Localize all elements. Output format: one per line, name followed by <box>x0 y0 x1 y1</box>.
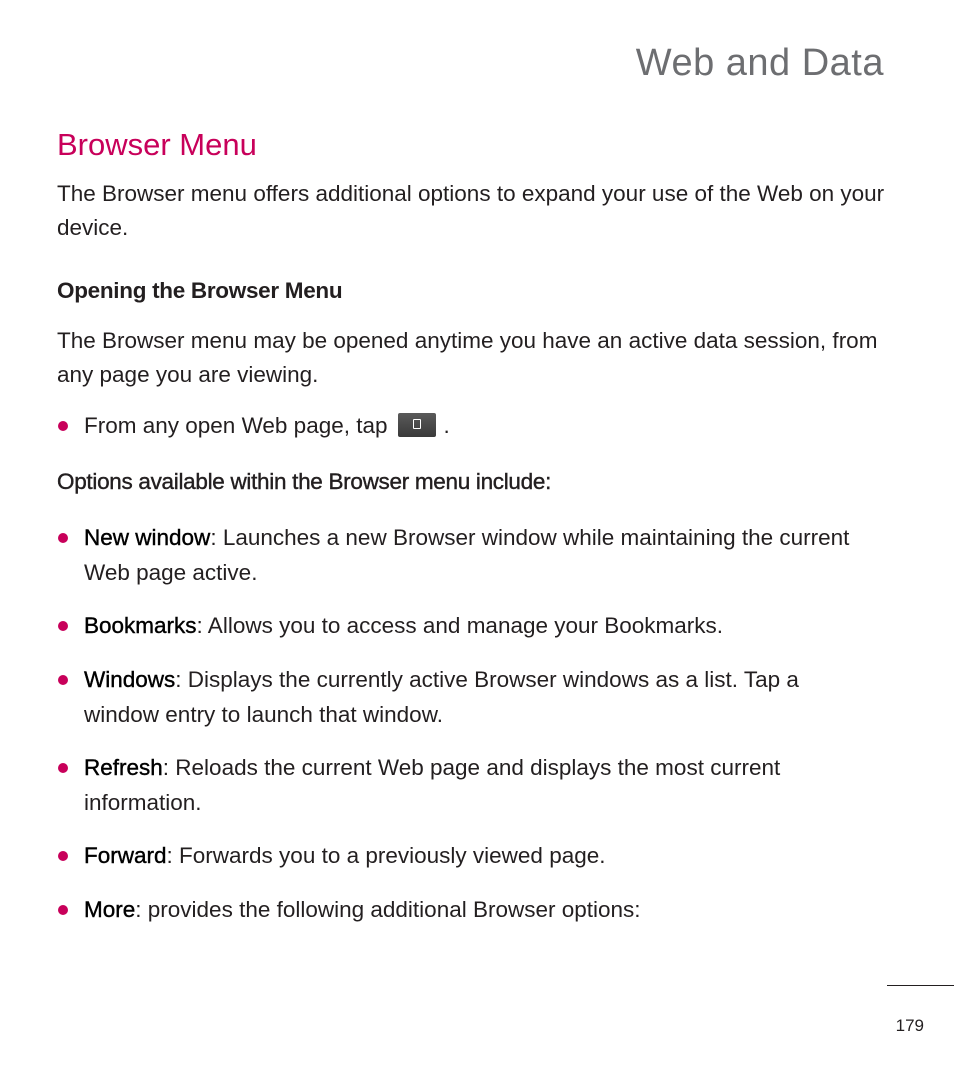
opening-step-text <box>84 408 887 443</box>
bullet-icon <box>58 533 68 543</box>
bullet-icon <box>58 905 68 915</box>
opening-step <box>57 408 887 443</box>
opening-heading: Opening the Browser Menu <box>57 278 343 303</box>
list-item <box>57 750 817 820</box>
bullet-icon <box>58 621 68 631</box>
option-term: New window <box>84 525 211 550</box>
list-item <box>57 892 887 927</box>
footer-divider <box>887 985 954 986</box>
option-desc: : provides the following additional Browser options: <box>135 897 641 922</box>
option-term: More <box>84 897 136 922</box>
opening-step-after: . <box>443 413 450 438</box>
bullet-icon <box>58 675 68 685</box>
bullet-icon <box>58 851 68 861</box>
option-term: Bookmarks <box>84 613 197 638</box>
option-desc: : Launches a new Browser window while maintaining the current Web page active. <box>84 525 850 585</box>
list-item <box>57 608 887 643</box>
intro-paragraph: The Browser menu offers additional options to expand your use of the Web on your device. <box>57 181 885 240</box>
list-item <box>57 838 887 873</box>
bullet-icon <box>58 421 68 431</box>
option-desc: : Displays the currently active Browser windows as a list. Tap a window entry to launch that window. <box>84 667 799 727</box>
option-term: Windows <box>84 667 176 692</box>
page-number: 179 <box>895 1016 924 1035</box>
bullet-icon <box>58 763 68 773</box>
opening-step-before: From any open Web page, tap <box>84 413 388 438</box>
option-term: Forward <box>84 843 167 868</box>
list-item <box>57 520 887 590</box>
chapter-title: Web and Data <box>635 42 884 84</box>
option-term: Refresh <box>84 755 163 780</box>
list-item <box>57 662 817 732</box>
option-desc: : Allows you to access and manage your Bookmarks. <box>196 613 724 638</box>
opening-paragraph: The Browser menu may be opened anytime you have an active data session, from any page you are viewing. <box>57 328 878 387</box>
option-desc: : Reloads the current Web page and displays the most current information. <box>84 755 781 815</box>
menu-key-icon[interactable] <box>398 413 436 437</box>
section-title: Browser Menu <box>57 127 257 162</box>
option-desc: : Forwards you to a previously viewed page. <box>166 843 606 868</box>
options-heading: Options available within the Browser menu include: <box>57 469 552 494</box>
